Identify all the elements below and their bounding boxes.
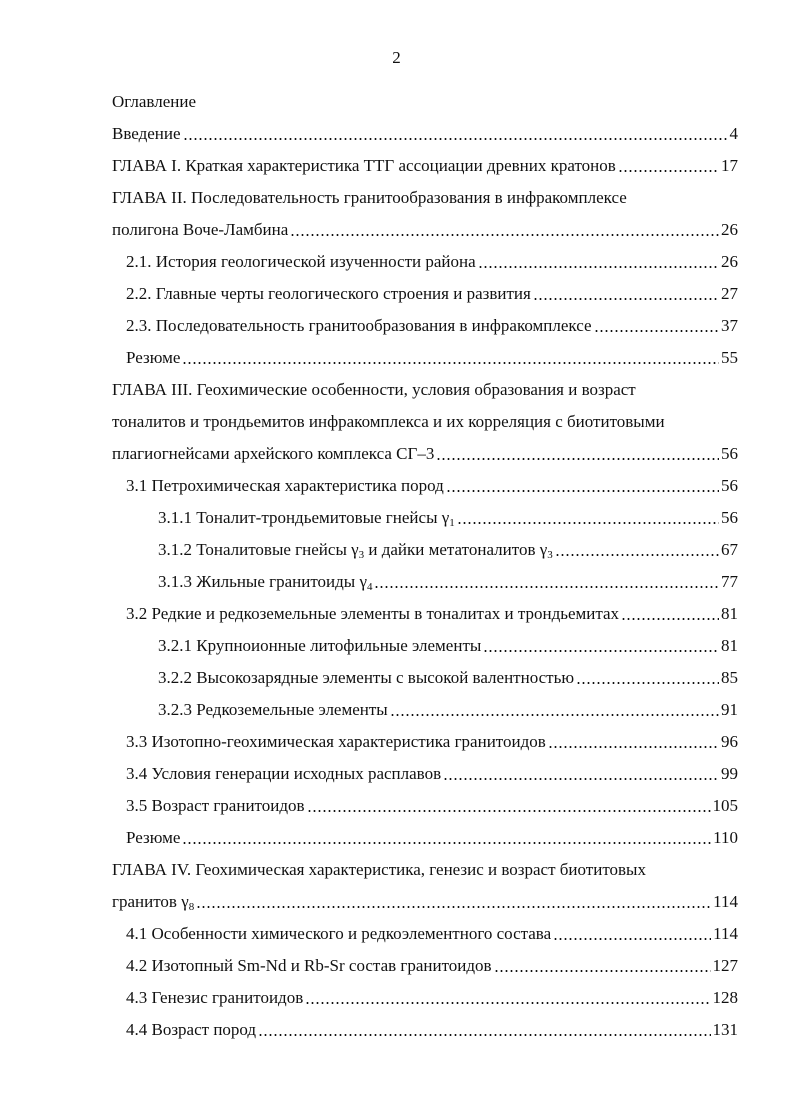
toc-entry-label: 3.2 Редкие и редкоземельные элементы в тоналитах и трондьемитах (126, 604, 620, 623)
toc-entry-chapter-2[interactable] (112, 216, 738, 240)
toc-page-number: 81 (721, 604, 738, 623)
toc-page-number: 26 (721, 252, 738, 271)
toc-entry-3-3[interactable] (126, 728, 738, 752)
dot-leader (555, 554, 719, 556)
toc-entry-introduction[interactable] (112, 120, 738, 144)
toc-page-number: 131 (712, 1020, 738, 1039)
toc-entry-label: 2.3. Последовательность гранитообразования в инфракомплексе (126, 316, 592, 335)
dot-leader (548, 746, 719, 748)
dot-leader (436, 458, 719, 460)
dot-leader (390, 714, 719, 716)
toc-page-number: 110 (713, 828, 738, 847)
dot-leader (307, 810, 711, 812)
toc-page-number: 26 (721, 220, 738, 239)
toc-entry-3-5[interactable] (126, 792, 738, 816)
toc-entry-4-3[interactable] (126, 984, 738, 1008)
dot-leader (457, 522, 719, 524)
toc-entry-3-1-2[interactable] (158, 536, 738, 560)
toc-entry-label: 3.1.1 Тоналит-трондьемитовые гнейсы $\gamma_1$ (158, 508, 455, 529)
toc-entry-label: ГЛАВА I. Краткая характеристика ТТГ ассоциации древних кратонов (112, 156, 616, 175)
toc-entry-3-1-3[interactable] (158, 568, 738, 592)
toc-page-number: 85 (721, 668, 738, 687)
toc-page-number: 105 (712, 796, 738, 815)
toc-page-number: 56 (721, 444, 738, 463)
toc-entry-label: 4.3 Генезис гранитоидов (126, 988, 304, 1007)
toc-entry-3-2-2[interactable] (158, 664, 738, 688)
toc-entry-label: Резюме (126, 348, 181, 367)
toc-page-number: 114 (713, 892, 738, 911)
dot-leader (182, 842, 711, 844)
dot-leader (483, 650, 719, 652)
toc-entry-label: 4.4 Возраст пород (126, 1020, 257, 1039)
toc-entry-label: плагиогнейсами архейского комплекса СГ–3 (112, 444, 435, 463)
toc-entry-label: Резюме (126, 828, 181, 847)
toc-entry-chapter-3[interactable] (112, 440, 738, 464)
dot-leader (196, 906, 711, 908)
dot-leader (621, 618, 719, 620)
toc-entry-3-1-1[interactable] (158, 504, 738, 528)
toc-entry-chapter-1[interactable] (112, 152, 738, 176)
toc-page-number: 128 (712, 988, 738, 1007)
toc-entry-label: 3.2.1 Крупноионные литофильные элементы (158, 636, 482, 655)
dot-leader (305, 1002, 710, 1004)
toc-entry-3-2[interactable] (126, 600, 738, 624)
toc-page-number: 114 (713, 924, 738, 943)
dot-leader (443, 778, 719, 780)
toc-page-number: 96 (721, 732, 738, 751)
toc-entry-label: 4.1 Особенности химического и редкоэлементного состава (126, 924, 552, 943)
dot-leader (258, 1034, 710, 1036)
toc-entry-label: 3.2.3 Редкоземельные элементы (158, 700, 388, 719)
toc-entry-label: 2.1. История геологической изученности района (126, 252, 476, 271)
dot-leader (594, 330, 719, 332)
dot-leader (533, 298, 719, 300)
toc-entry-2-2[interactable] (126, 280, 738, 304)
toc-entry-label: 3.4 Условия генерации исходных расплавов (126, 764, 442, 783)
dot-leader (182, 362, 719, 364)
toc-page-number: 37 (721, 316, 738, 335)
toc-page-number: 17 (721, 156, 738, 175)
dot-leader (576, 682, 719, 684)
toc-entry-3-2-3[interactable] (158, 696, 738, 720)
toc-page-number: 127 (712, 956, 738, 975)
dot-leader (446, 490, 719, 492)
toc-page-number: 55 (721, 348, 738, 367)
toc-page-number: 99 (721, 764, 738, 783)
toc-entry-label: 3.1.2 Тоналитовые гнейсы $\gamma_3$ и дайки метатоналитов $\gamma_3$ (158, 540, 553, 561)
toc-page-number: 91 (721, 700, 738, 719)
dot-leader (290, 234, 719, 236)
toc-heading: Оглавление (112, 92, 196, 111)
toc-entry-label: гранитов $\gamma_8$ (112, 892, 195, 913)
toc-page-number: 81 (721, 636, 738, 655)
toc-entry-4-2[interactable] (126, 952, 738, 976)
toc-entry-label: 3.3 Изотопно-геохимическая характеристика гранитоидов (126, 732, 546, 751)
toc-page-number: 56 (721, 508, 738, 527)
dot-leader (374, 586, 719, 588)
toc-entry-2-3[interactable] (126, 312, 738, 336)
dot-leader (618, 170, 719, 172)
dot-leader (183, 138, 728, 140)
toc-entry-3-4[interactable] (126, 760, 738, 784)
page-number: 2 (392, 48, 401, 67)
toc-entry-3-2-1[interactable] (158, 632, 738, 656)
dot-leader (478, 266, 719, 268)
dot-leader (494, 970, 711, 972)
toc-entry-chapter-3-line2: тоналитов и трондьемитов инфракомплекса и их корреляция с биотитовыми (112, 412, 665, 431)
toc-page-number: 77 (721, 572, 738, 591)
toc-entry-4-4[interactable] (126, 1016, 738, 1040)
toc-entry-label: 3.2.2 Высокозарядные элементы с высокой валентностью (158, 668, 575, 687)
toc-entry-chapter-4[interactable] (112, 888, 738, 912)
toc-entry-3-1[interactable] (126, 472, 738, 496)
toc-page-number: 4 (729, 124, 738, 143)
toc-entry-chapter-2-line1: ГЛАВА II. Последовательность гранитообразования в инфракомплексе (112, 188, 627, 207)
toc-entry-chapter-3-line1: ГЛАВА III. Геохимические особенности, условия образования и возраст (112, 380, 636, 399)
toc-page-number: 56 (721, 476, 738, 495)
toc-entry-label: 3.5 Возраст гранитоидов (126, 796, 305, 815)
toc-entry-label: 4.2 Изотопный Sm-Nd и Rb-Sr состав гранитоидов (126, 956, 492, 975)
toc-page-number: 67 (721, 540, 738, 559)
dot-leader (553, 938, 711, 940)
toc-entry-4-1[interactable] (126, 920, 738, 944)
toc-entry-label: 3.1.3 Жильные гранитоиды $\gamma_4$ (158, 572, 373, 593)
toc-entry-label: Введение (112, 124, 181, 143)
toc-entry-label: 2.2. Главные черты геологического строения и развития (126, 284, 531, 303)
toc-entry-label: полигона Воче-Ламбина (112, 220, 289, 239)
toc-entry-chapter-4-line1: ГЛАВА IV. Геохимическая характеристика, генезис и возраст биотитовых (112, 860, 646, 879)
toc-entry-2-1[interactable] (126, 248, 738, 272)
toc-entry-label: 3.1 Петрохимическая характеристика пород (126, 476, 444, 495)
toc-entry-summary-2[interactable] (126, 344, 738, 368)
toc-entry-summary-3[interactable] (126, 824, 738, 848)
toc-page-number: 27 (721, 284, 738, 303)
